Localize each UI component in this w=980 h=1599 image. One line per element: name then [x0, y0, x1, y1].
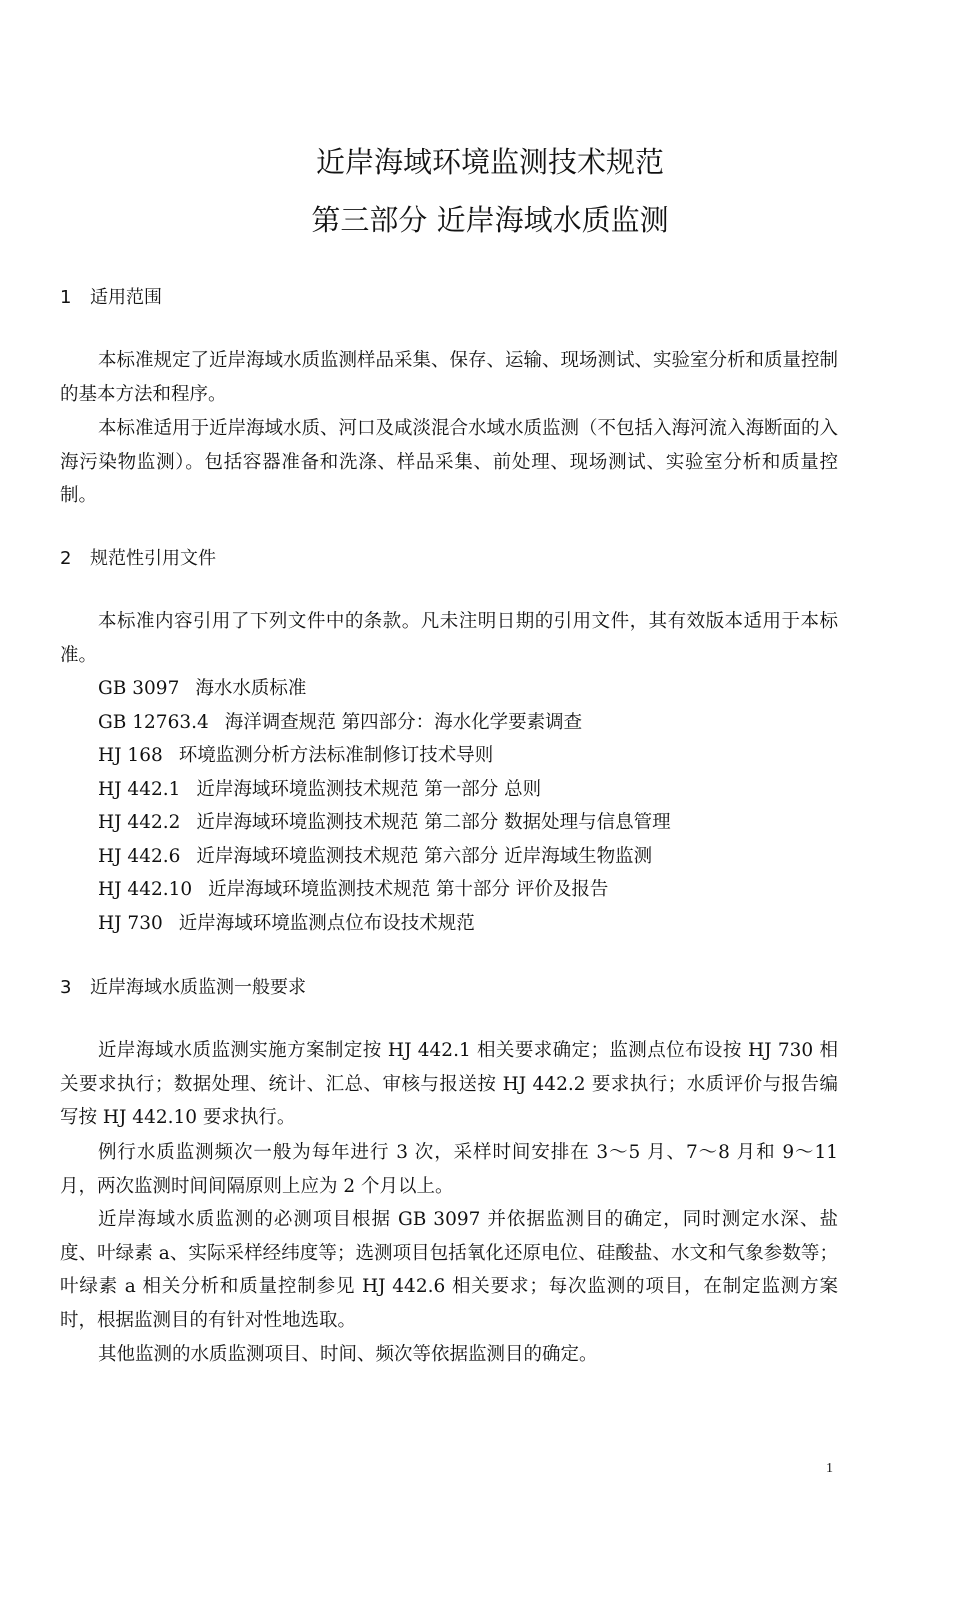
reference-title: 环境监测分析方法标准制修订技术导则	[178, 745, 494, 766]
reference-code: HJ 442.6	[98, 846, 181, 867]
reference-code: HJ 442.2	[98, 812, 181, 833]
reference-item	[98, 777, 541, 803]
reference-title: 近岸海域环境监测技术规范 第六部分 近岸海域生物监测	[196, 846, 653, 867]
section-heading-3	[60, 975, 306, 1001]
reference-code: GB 12763.4	[98, 712, 209, 733]
reference-code: HJ 442.10	[98, 879, 193, 900]
section-heading-2	[60, 546, 216, 572]
section-title: 规范性引用文件	[90, 548, 216, 569]
section-number: 3	[60, 977, 72, 998]
paragraph: 本标准内容引用了下列文件中的条款。凡未注明日期的引用文件，其有效版本适用于本标准。	[60, 611, 838, 666]
reference-title: 海水水质标准	[195, 678, 307, 699]
reference-title: 海洋调查规范 第四部分：海水化学要素调查	[224, 712, 583, 733]
paragraph: 其他监测的水质监测项目、时间、频次等依据监测目的确定。	[98, 1344, 598, 1365]
section-number: 1	[60, 287, 72, 308]
reference-item	[98, 743, 493, 769]
reference-item	[98, 877, 608, 903]
document-title: 近岸海域环境监测技术规范	[315, 145, 664, 179]
reference-title: 近岸海域环境监测技术规范 第二部分 数据处理与信息管理	[196, 812, 671, 833]
paragraph: 近岸海域水质监测实施方案制定按 HJ 442.1 相关要求确定；监测点位布设按 HJ 730 相关要求执行；数据处理、统计、汇总、审核与报送按 HJ 442.2 要求执行；水质评价与报告编写按 HJ 442.10 要求执行。	[60, 1040, 838, 1128]
document-subtitle: 第三部分 近岸海域水质监测	[311, 203, 669, 237]
paragraph: 本标准适用于近岸海域水质、河口及咸淡混合水域水质监测（不包括入海河流入海断面的入海污染物监测）。包括容器准备和洗涤、样品采集、前处理、现场测试、实验室分析和质量控制。	[60, 418, 839, 506]
reference-title: 近岸海域环境监测技术规范 第一部分 总则	[196, 779, 542, 800]
reference-item	[98, 911, 475, 937]
reference-item	[98, 710, 582, 736]
section-number: 2	[60, 548, 72, 569]
reference-item	[98, 676, 306, 702]
reference-code: GB 3097	[98, 678, 180, 699]
paragraph: 本标准规定了近岸海域水质监测样品采集、保存、运输、现场测试、实验室分析和质量控制的基本方法和程序。	[60, 350, 839, 405]
reference-code: HJ 442.1	[98, 779, 181, 800]
reference-item	[98, 810, 671, 836]
paragraph: 近岸海域水质监测的必测项目根据 GB 3097 并依据监测目的确定，同时测定水深、盐度、叶绿素 a、实际采样经纬度等；选测项目包括氧化还原电位、硅酸盐、水文和气象参数等；叶绿素 a 相关分析和质量控制参见 HJ 442.6 相关要求；每次监测的项目，在制定监测方案时，根据监测目的有针对性地选取。	[60, 1209, 838, 1331]
reference-item	[98, 844, 652, 870]
reference-title: 近岸海域环境监测点位布设技术规范	[178, 913, 475, 934]
page-number: 1	[826, 1461, 833, 1476]
reference-title: 近岸海域环境监测技术规范 第十部分 评价及报告	[208, 879, 609, 900]
section-title: 近岸海域水质监测一般要求	[90, 977, 306, 998]
section-heading-1	[60, 285, 162, 311]
paragraph: 例行水质监测频次一般为每年进行 3 次，采样时间安排在 3～5 月、7～8 月和 9～11 月，两次监测时间间隔原则上应为 2 个月以上。	[60, 1142, 838, 1197]
reference-code: HJ 168	[98, 745, 163, 766]
section-title: 适用范围	[90, 287, 162, 308]
reference-code: HJ 730	[98, 913, 163, 934]
